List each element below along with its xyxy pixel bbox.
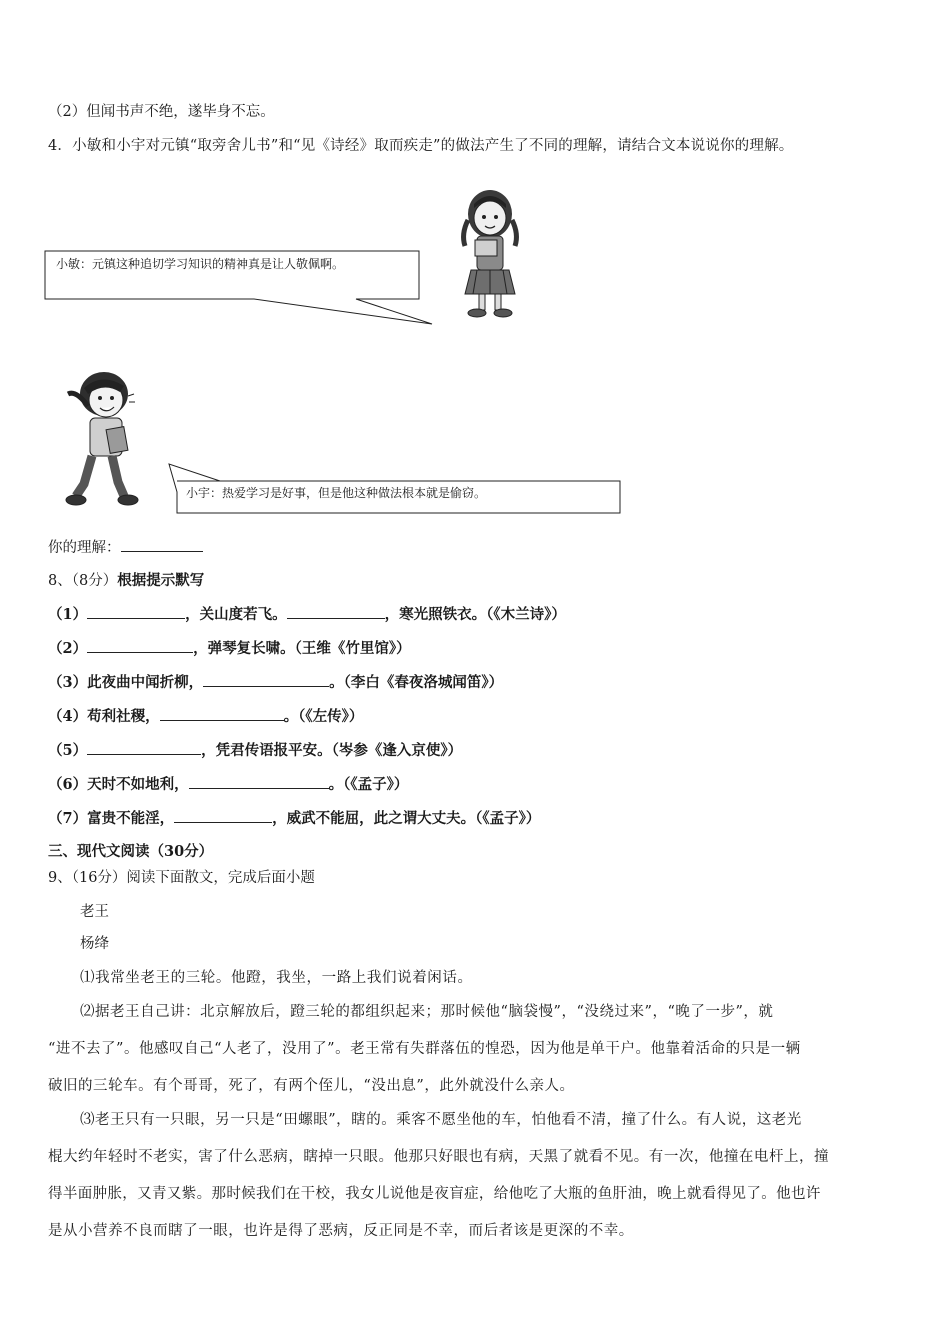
q8-item-6: [48, 774, 408, 795]
q8-item-4-prefix: （4）苟利社稷，: [48, 708, 160, 725]
q8-item-5-prefix: （5）: [48, 742, 88, 759]
q8-title-number: 8、（8分）: [48, 573, 118, 589]
q8-item-1-blank-a[interactable]: [87, 604, 185, 619]
q8-item-7-blank[interactable]: [174, 808, 272, 823]
essay-paragraph-3-line-2: 棍大约年轻时不老实，害了什么恶病，瞎掉一只眼。他那只好眼也有病，天黑了就看不见。有一次，他撞在电杆上，撞: [48, 1149, 830, 1165]
q9-prompt: 9、（16分）阅读下面散文，完成后面小题: [48, 870, 315, 886]
your-understanding-label: [48, 537, 203, 558]
q8-item-3-blank[interactable]: [203, 672, 329, 687]
q8-item-1-blank-b[interactable]: [287, 604, 385, 619]
your-understanding-blank[interactable]: [121, 537, 203, 552]
essay-paragraph-3-line-3: 得半面肿胀，又青又紫。那时候我们在干校，我女儿说他是夜盲症，给他吃了大瓶的鱼肝油，晚上就看得见了。他也许: [48, 1186, 821, 1202]
q8-item-5: [48, 740, 462, 761]
essay-author: 杨绛: [80, 936, 109, 952]
essay-paragraph-2-line-1: ⑵据老王自己讲：北京解放后，蹬三轮的都组织起来；那时候他“脑袋慢”，“没绕过来”，“晚了一步”，就: [80, 1004, 774, 1020]
q8-item-5-blank[interactable]: [87, 740, 201, 755]
q8-item-7: [48, 808, 540, 829]
q8-item-3: [48, 672, 503, 693]
essay-paragraph-1: ⑴我常坐老王的三轮。他蹬，我坐，一路上我们说着闲话。: [80, 970, 473, 986]
q8-item-7-text: ，威武不能屈，此之谓大丈夫。（《孟子》）: [272, 810, 541, 827]
essay-title: 老王: [80, 904, 109, 920]
q8-title-text: 根据提示默写: [117, 572, 205, 589]
your-understanding-text: 你的理解：: [48, 540, 121, 556]
q8-item-2-blank[interactable]: [87, 638, 193, 653]
q8-item-6-blank[interactable]: [189, 774, 329, 789]
section-3-heading: 三、现代文阅读（30分）: [48, 843, 214, 860]
q8-item-3-prefix: （3）此夜曲中闻折柳，: [48, 674, 204, 691]
q8-item-7-prefix: （7）富贵不能淫，: [48, 810, 175, 827]
q8-item-1-text-b: ，寒光照铁衣。（《木兰诗》）: [384, 606, 566, 623]
essay-paragraph-2-line-2: “进不去了”。他感叹自己“人老了，没用了”。老王常有失群落伍的惶恐，因为他是单干户。他靠着活命的只是一辆: [48, 1041, 801, 1057]
girl-illustration: [455, 186, 525, 321]
essay-paragraph-3-line-1: ⑶老王只有一只眼，另一只是“田螺眼”，瞎的。乘客不愿坐他的车，怕他看不清，撞了什么。有人说，这老光: [80, 1112, 802, 1128]
essay-paragraph-2-line-3: 破旧的三轮车。有个哥哥，死了，有两个侄儿，“没出息”，此外就没什么亲人。: [48, 1078, 575, 1094]
q8-item-1-prefix: （1）: [48, 606, 88, 623]
essay-paragraph-3-line-4: 是从小营养不良而瞎了一眼，也许是得了恶病，反正同是不幸，而后者该是更深的不幸。: [48, 1223, 634, 1239]
q8-item-2: [48, 638, 411, 659]
q8-item-1: [48, 604, 566, 625]
q4-prompt: 4．小敏和小宇对元镇“取旁舍儿书”和“见《诗经》取而疾走”的做法产生了不同的理解，请结合文本说说你的理解。: [48, 138, 794, 154]
q3-item-2: （2）但闻书声不绝，遂毕身不忘。: [48, 104, 275, 120]
xiaomin-speech: 小敏：元镇这种追切学习知识的精神真是让人敬佩啊。: [56, 257, 345, 271]
q8-item-4-text: 。（《左传》）: [283, 708, 364, 725]
xiaoyu-speech: 小宇：热爱学习是好事，但是他这种做法根本就是偷窃。: [186, 486, 487, 500]
boy-illustration: [62, 366, 152, 512]
q8-item-6-prefix: （6）天时不如地利，: [48, 776, 189, 793]
q8-item-5-text: ，凭君传语报平安。（岑参《逢入京使》）: [201, 742, 463, 759]
q8-title: [48, 571, 204, 591]
q8-item-6-text: 。（《孟子》）: [328, 776, 409, 793]
q8-item-2-prefix: （2）: [48, 640, 88, 657]
q8-item-4-blank[interactable]: [160, 706, 284, 721]
q8-item-4: [48, 706, 363, 727]
q8-item-3-text: 。（李白《春夜洛城闻笛》）: [329, 674, 504, 691]
q8-item-2-text: ，弹琴复长啸。（王维《竹里馆》）: [193, 640, 411, 657]
q8-item-1-text-a: ，关山度若飞。: [185, 606, 287, 623]
